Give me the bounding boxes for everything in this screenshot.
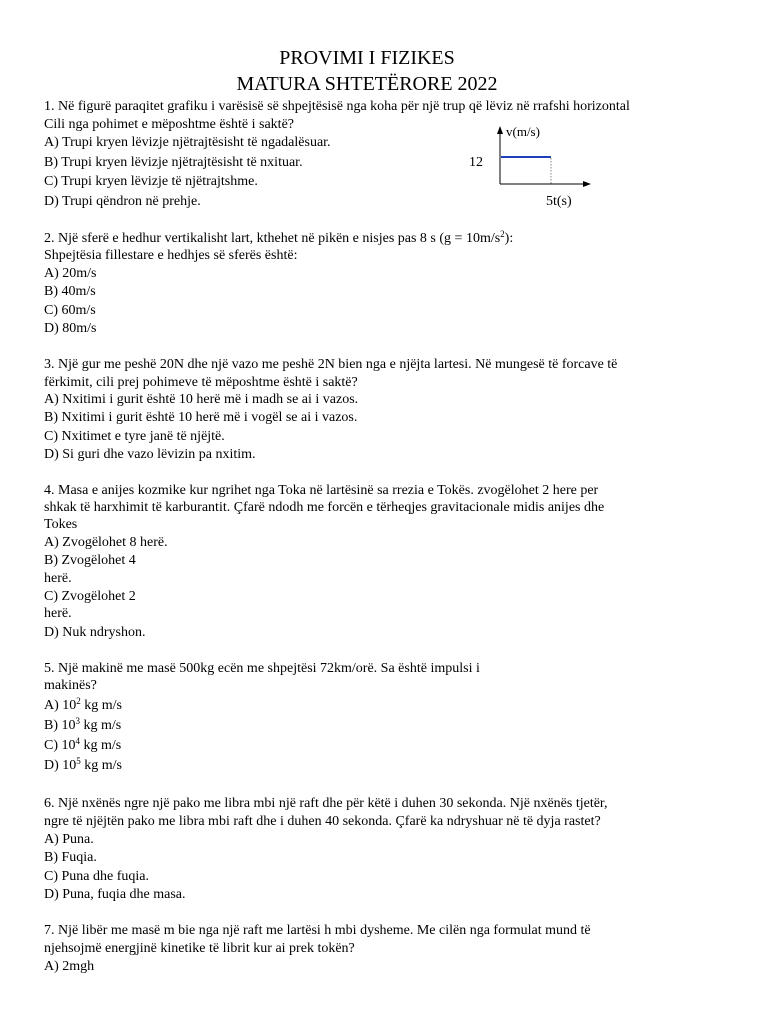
q3-stem-line2: fërkimit, cili prej pohimeve të mëposhtme është i saktë?: [44, 375, 358, 390]
q2-option-a: A) 20m/s: [44, 266, 97, 281]
q3-option-a: A) Nxitimi i gurit është 10 herë më i madh se ai i vazos.: [44, 392, 359, 407]
q3-option-c: C) Nxitimet e tyre janë të njëjtë.: [44, 429, 225, 444]
q5-option-d-exponent: 5: [76, 756, 81, 766]
q2-stem-exponent: 2: [500, 229, 505, 239]
q7-stem-line2: njehsojmë energjinë kinetike të librit kur ai prek tokën?: [44, 941, 355, 956]
q5-option-a-base: A) 10: [44, 698, 77, 713]
q5-option-c-base: C) 10: [44, 738, 76, 753]
q3-stem-line1: 3. Një gur me peshë 20N dhe një vazo me peshë 2N bien nga e njëjta lartesi. Në mungesë të forcave të: [44, 357, 618, 372]
q1-option-d: D) Trupi qëndron në prehje.: [44, 194, 201, 209]
q5-option-b: [44, 717, 121, 735]
q3-option-b: B) Nxitimi i gurit është 10 herë më i vogël se ai i vazos.: [44, 410, 358, 425]
q5-option-a-unit: kg m/s: [80, 698, 123, 713]
q5-option-c-unit: kg m/s: [80, 738, 122, 753]
q2-stem: [44, 230, 513, 248]
q2-prompt: Shpejtësia fillestare e hedhjes së sferës është:: [44, 248, 298, 263]
q4-stem-line2: shkak të harxhimit të karburantit. Çfarë ndodh me forcën e tërheqjes gravitacionale midis anijes dhe: [44, 500, 605, 515]
q4-option-b: B) Zvogëlohet 4: [44, 553, 136, 568]
q4-option-a: A) Zvogëlohet 8 herë.: [44, 535, 168, 550]
q4-option-c: C) Zvogëlohet 2: [44, 589, 136, 604]
graph-v-value: 12: [469, 155, 483, 170]
graph-x-label: 5t(s): [546, 194, 572, 209]
q7-stem-line1: 7. Një libër me masë m bie nga një raft me lartësi h mbi dysheme. Me cilën nga formulat mund të: [44, 923, 591, 938]
q6-option-d: D) Puna, fuqia dhe masa.: [44, 887, 186, 902]
q5-option-b-exponent: 3: [75, 716, 80, 726]
exam-subtitle: MATURA SHTETËRORE 2022: [236, 73, 498, 95]
q6-stem-line1: 6. Një nxënës ngre një pako me libra mbi një raft dhe për këtë i duhen 30 sekonda. Një nxënës tjetër,: [44, 796, 608, 811]
q4-option-b-wrap: herë.: [44, 571, 72, 586]
q4-stem-line3: Tokes: [44, 517, 78, 532]
q5-stem-line1: 5. Një makinë me masë 500kg ecën me shpejtësi 72km/orë. Sa është impulsi i: [44, 661, 480, 676]
q5-option-d: [44, 757, 122, 775]
q2-option-b: B) 40m/s: [44, 284, 96, 299]
x-axis-arrow-icon: [583, 181, 591, 187]
q5-option-b-unit: kg m/s: [80, 718, 122, 733]
q1-stem: 1. Në figurë paraqitet grafiku i varësisë së shpejtësisë nga koha për një trup që lëviz në rrafshi horizontal: [44, 99, 630, 114]
q5-stem-line2: makinës?: [44, 678, 97, 693]
velocity-time-graph: [460, 122, 610, 214]
q2-stem-end: ):: [504, 231, 514, 246]
q5-option-d-unit: kg m/s: [80, 758, 123, 773]
q3-option-d: D) Si guri dhe vazo lëvizin pa nxitim.: [44, 447, 256, 462]
q1-option-b: B) Trupi kryen lëvizje njëtrajtësisht të nxituar.: [44, 155, 303, 170]
q5-option-a: [44, 697, 122, 715]
q5-option-a-exponent: 2: [76, 696, 81, 706]
q5-option-d-base: D) 10: [44, 758, 77, 773]
graph-y-label: v(m/s): [506, 124, 540, 139]
q5-option-c-exponent: 4: [75, 736, 80, 746]
exam-title: PROVIMI I FIZIKES: [279, 47, 455, 69]
q4-option-d: D) Nuk ndryshon.: [44, 625, 146, 640]
q6-stem-line2: ngre të njëjtën pako me libra mbi raft dhe i duhen 40 sekonda. Çfarë ka ndryshuar në të dyja rastet?: [44, 814, 601, 829]
q6-option-c: C) Puna dhe fuqia.: [44, 869, 149, 884]
q1-option-c: C) Trupi kryen lëvizje të njëtrajtshme.: [44, 174, 258, 189]
q1-prompt: Cili nga pohimet e mëposhtme është i saktë?: [44, 117, 294, 132]
q1-option-a: A) Trupi kryen lëvizje njëtrajtësisht të ngadalësuar.: [44, 135, 331, 150]
y-axis-arrow-icon: [497, 126, 503, 134]
q7-option-a: A) 2mgh: [44, 959, 95, 974]
q4-stem-line1: 4. Masa e anijes kozmike kur ngrihet nga Toka në lartësinë sa rrezia e Tokës. zvogëlohet 2 here per: [44, 483, 599, 498]
q2-stem-text: 2. Një sferë e hedhur vertikalisht lart, kthehet në pikën e nisjes pas 8 s (g = 10m/s: [44, 231, 501, 246]
q2-option-d: D) 80m/s: [44, 321, 97, 336]
q5-option-b-base: B) 10: [44, 718, 76, 733]
q5-option-c: [44, 737, 121, 755]
q6-option-b: B) Fuqia.: [44, 850, 97, 865]
q4-option-c-wrap: herë.: [44, 606, 72, 621]
q2-option-c: C) 60m/s: [44, 303, 96, 318]
q6-option-a: A) Puna.: [44, 832, 94, 847]
